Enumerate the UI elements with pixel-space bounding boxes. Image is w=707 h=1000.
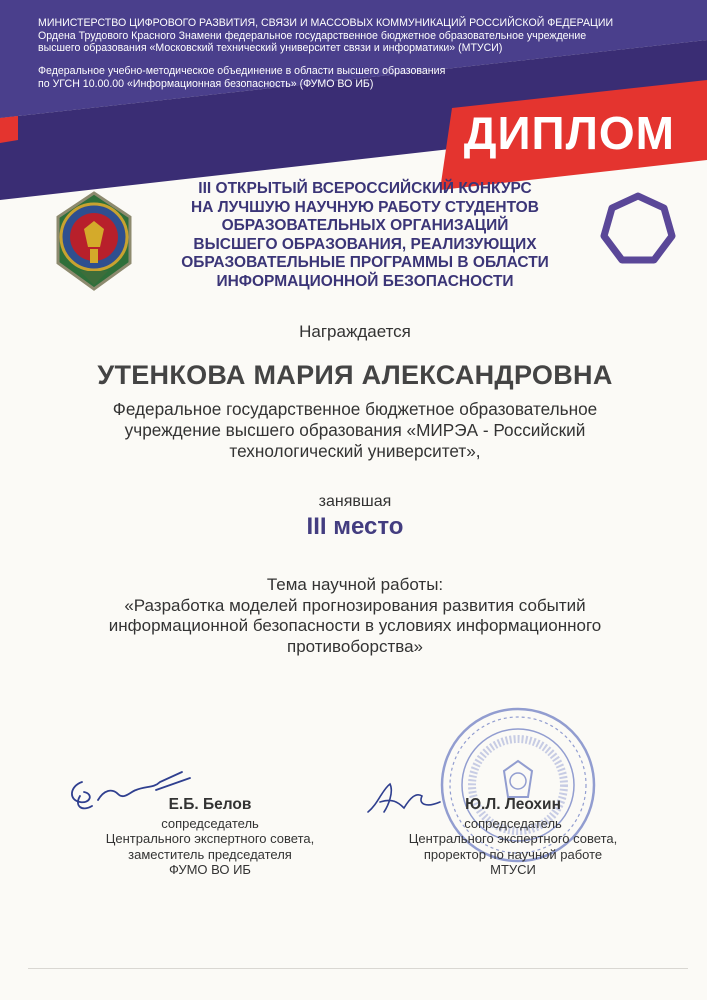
contest-line-4: ВЫСШЕГО ОБРАЗОВАНИЯ, РЕАЛИЗУЮЩИХ [193, 235, 537, 253]
topic-line-1: «Разработка моделей прогнозирования развития событий [124, 595, 586, 615]
contest-line-1: III ОТКРЫТЫЙ ВСЕРОССИЙСКИЙ КОНКУРС [198, 180, 532, 197]
recipient-name: УТЕНКОВА МАРИЯ АЛЕКСАНДРОВНА [97, 360, 613, 390]
took-label: занявшая [318, 493, 392, 510]
emblem-icon [50, 185, 138, 295]
header-line-5: по УГСН 10.00.00 «Информационная безопасность» (ФУМО ВО ИБ) [38, 77, 374, 90]
research-topic [40, 575, 670, 657]
header-line-2: Ордена Трудового Красного Знамени федеральное государственное бюджетное образовательное учреждение [38, 29, 587, 42]
awarded-label: Награждается [299, 322, 411, 341]
institution-line-3: технологический университет», [229, 441, 481, 461]
signatory-role-line: Центрального экспертного совета, [105, 831, 315, 846]
contest-title [140, 180, 590, 291]
header-line-1: МИНИСТЕРСТВО ЦИФРОВОГО РАЗВИТИЯ, СВЯЗИ И МАССОВЫХ КОММУНИКАЦИЙ РОССИЙСКОЙ ФЕДЕРАЦИИ [38, 17, 614, 29]
topic-label: Тема научной работы: [266, 575, 444, 594]
signatory-role-line: сопредседатель [161, 815, 259, 831]
heptagon-logo-icon [598, 190, 678, 270]
signatory-role-line: Центрального экспертного совета, [408, 831, 618, 846]
signatory-belov [80, 797, 340, 878]
topic-line-3: противоборства» [287, 636, 423, 656]
topic-line-2: информационной безопасности в условиях информационного [108, 616, 602, 635]
signatory-leokhin [378, 797, 648, 878]
signatory-role-line: проректор по научной работе [423, 846, 603, 862]
document-title: ДИПЛОМ [463, 107, 675, 159]
institution-line-2: учреждение высшего образования «МИРЭА - Российский [124, 420, 586, 440]
contest-line-2: НА ЛУЧШУЮ НАУЧНУЮ РАБОТУ СТУДЕНТОВ [191, 198, 539, 216]
signatory-name: Ю.Л. Леохин [465, 796, 561, 813]
signatory-name: Е.Б. Белов [168, 796, 252, 813]
contest-line-6: ИНФОРМАЦИОННОЙ БЕЗОПАСНОСТИ [216, 272, 514, 290]
ministry-header [38, 17, 613, 55]
fumo-header [38, 65, 445, 90]
institution-line-1: Федеральное государственное бюджетное образовательное [112, 399, 598, 419]
header-line-4: Федеральное учебно-методическое объединение в области высшего образования [38, 65, 446, 77]
bottom-divider [28, 968, 688, 969]
signatory-role-line: сопредседатель [464, 815, 562, 831]
signatory-role-line: заместитель председателя [128, 846, 292, 862]
contest-line-5: ОБРАЗОВАТЕЛЬНЫЕ ПРОГРАММЫ В ОБЛАСТИ [181, 254, 549, 271]
signatory-role-line: МТУСИ [490, 862, 536, 877]
signatory-role-line: ФУМО ВО ИБ [169, 862, 251, 877]
place: III место [306, 513, 404, 540]
header-line-3: высшего образования «Московский технический университет связи и информатики» (МТУСИ) [38, 42, 503, 54]
contest-line-3: ОБРАЗОВАТЕЛЬНЫХ ОРГАНИЗАЦИЙ [221, 217, 509, 234]
institution [40, 399, 670, 462]
